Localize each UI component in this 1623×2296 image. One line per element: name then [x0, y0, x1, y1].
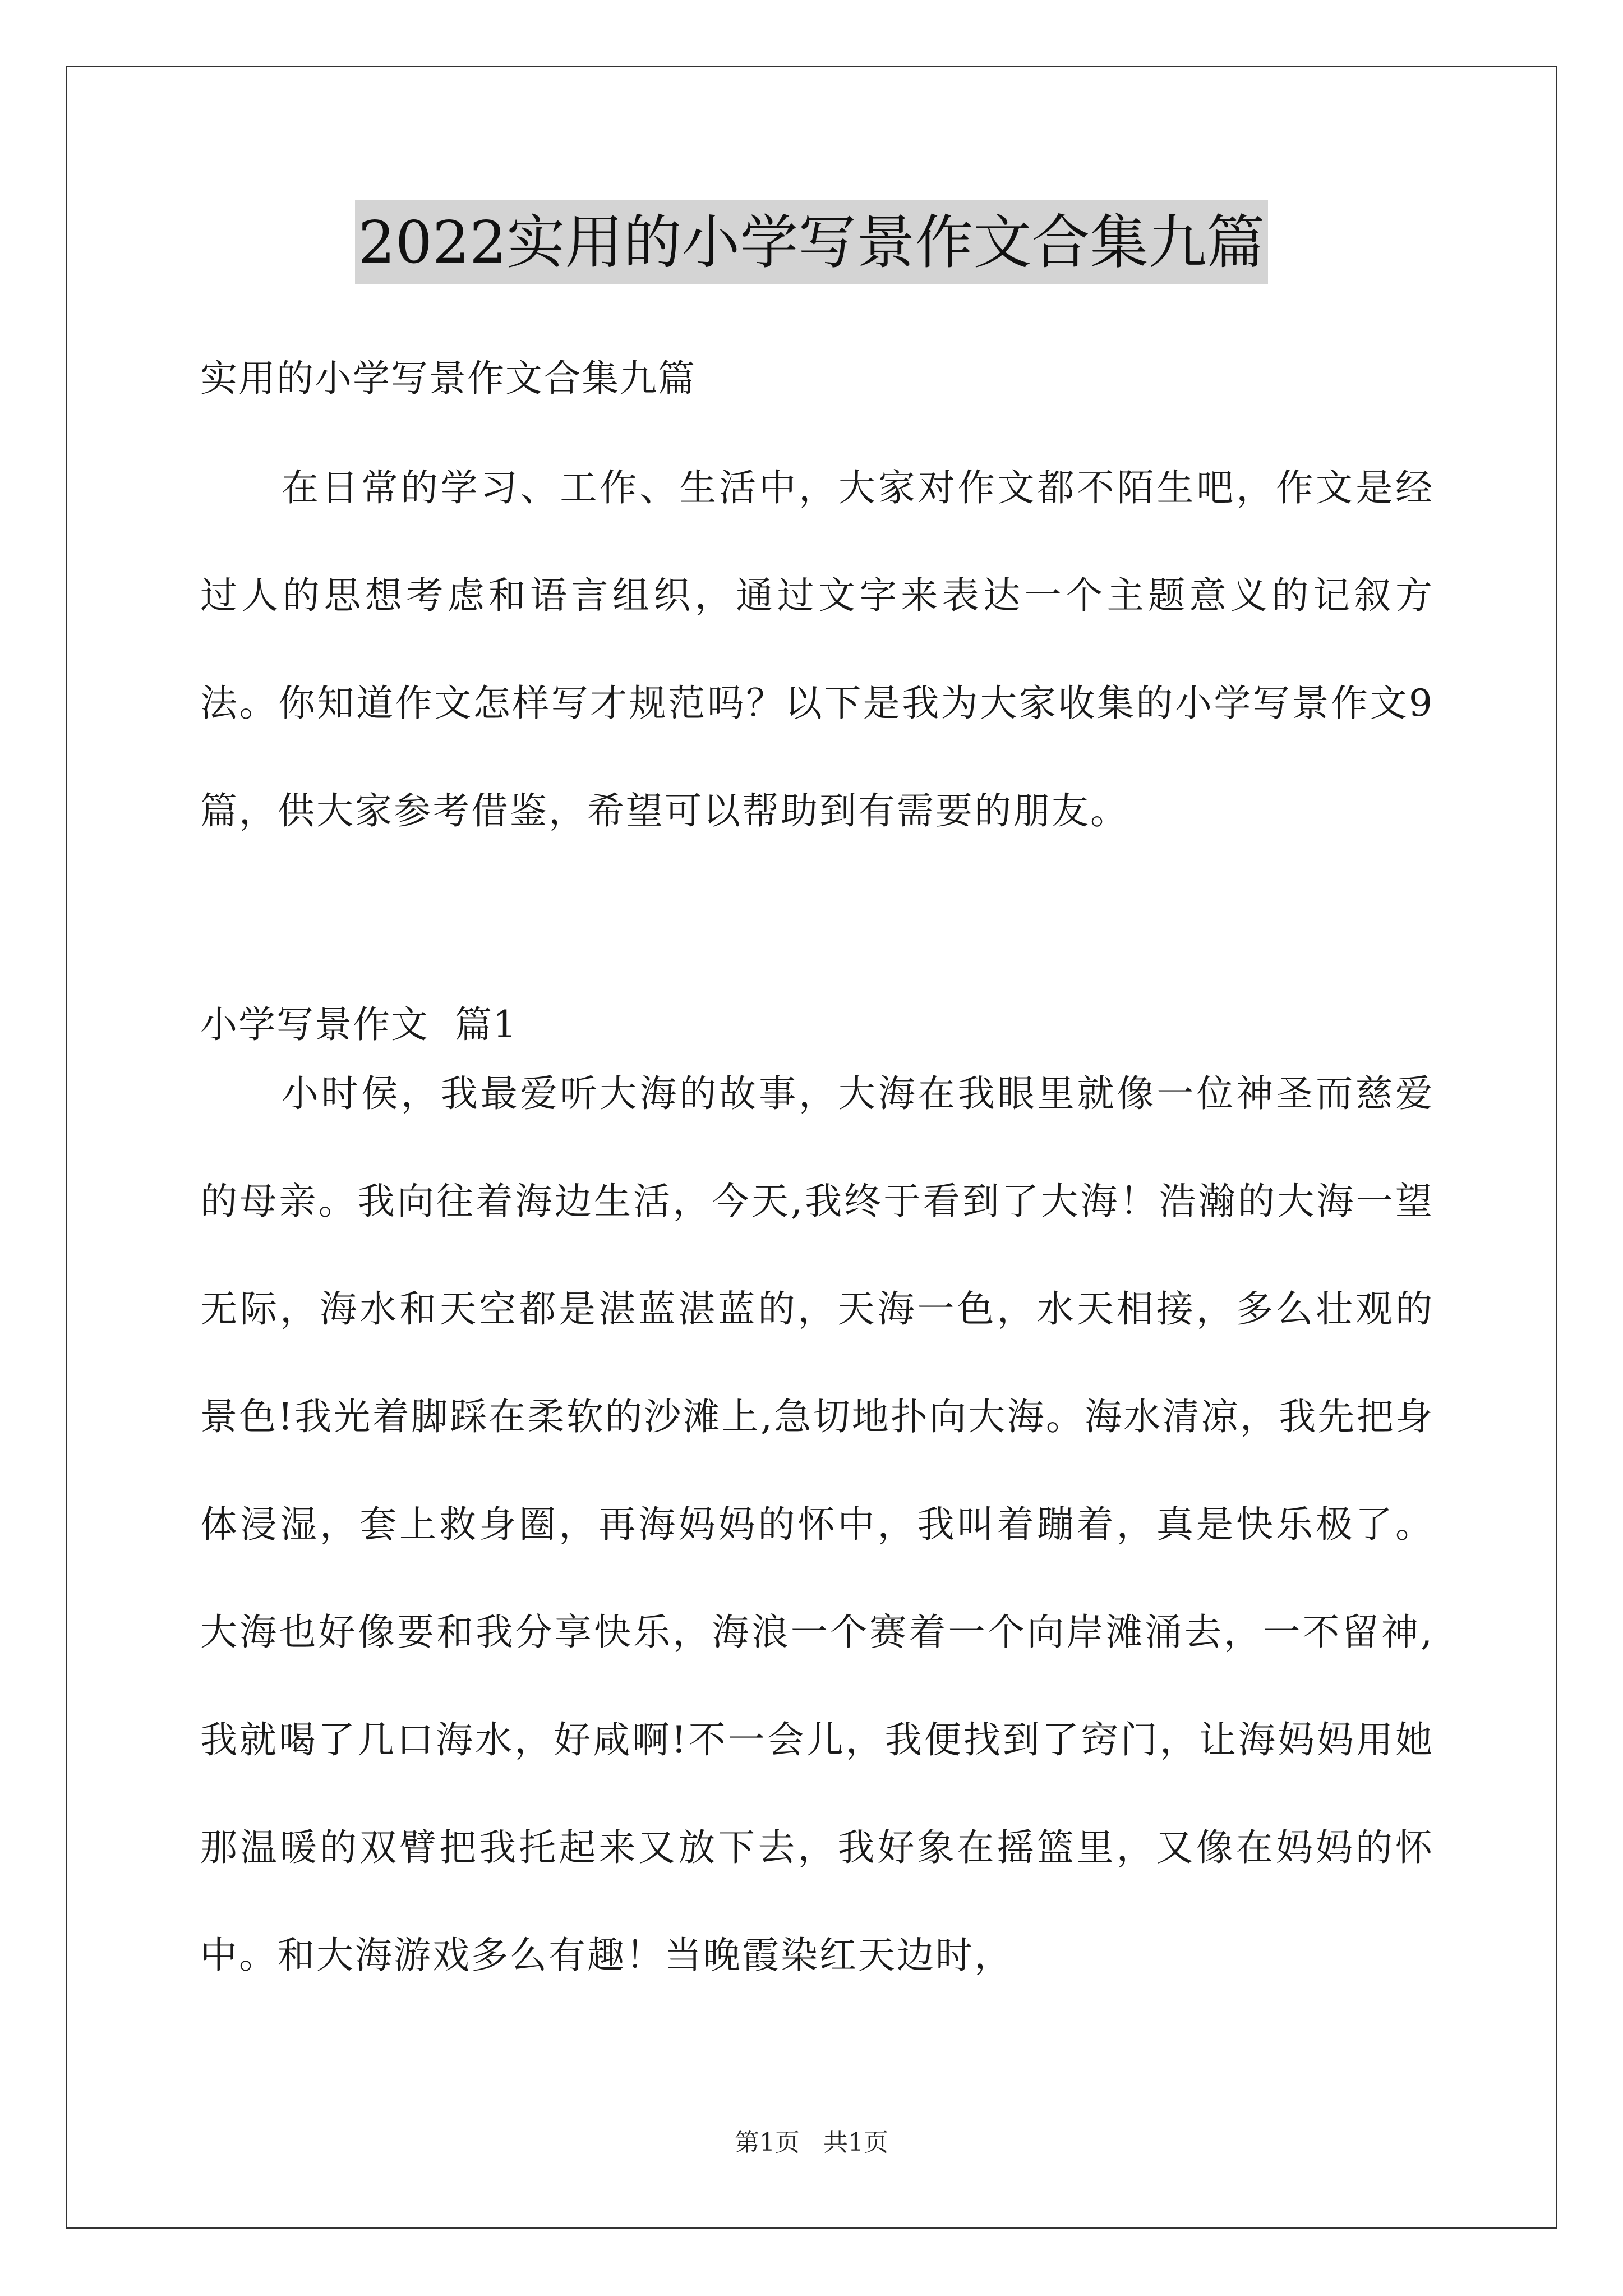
intro-paragraph: 在日常的学习、工作、生活中，大家对作文都不陌生吧，作文是经过人的思想考虑和语言组织，通过文字来表达一个主题意义的记叙方法。你知道作文怎样写才规范吗？以下是我为大家收集的小学写景作文9篇，供大家参考借鉴，希望可以帮助到有需要的朋友。: [200, 466, 1434, 832]
section-heading: 小学写景作文 篇1: [200, 1003, 518, 1046]
page-footer: [0, 2126, 1623, 2160]
page-number-total: 共1页: [823, 2128, 888, 2157]
section-paragraph: 小时侯，我最爱听大海的故事，大海在我眼里就像一位神圣而慈爱的母亲。我向往着海边生活，今天,我终于看到了大海！浩瀚的大海一望无际，海水和天空都是湛蓝湛蓝的，天海一色，水天相接，多么壮观的景色!我光着脚踩在柔软的沙滩上,急切地扑向大海。海水清凉，我先把身体浸湿，套上救身圈，再海妈妈的怀中，我叫着蹦着，真是快乐极了。大海也好像要和我分享快乐，海浪一个赛着一个向岸滩涌去，一不留神,我就喝了几口海水，好咸啊!不一会儿，我便找到了窍门，让海妈妈用她那温暖的双臂把我托起来又放下去，我好象在摇篮里，又像在妈妈的怀中。和大海游戏多么有趣！当晚霞染红天边时，: [200, 1072, 1434, 1977]
page-number-current: 第1页: [735, 2128, 800, 2157]
title-container: [0, 200, 1623, 284]
document-subtitle: 实用的小学写景作文合集九篇: [200, 357, 696, 400]
document-title: 2022实用的小学写景作文合集九篇: [355, 200, 1269, 284]
